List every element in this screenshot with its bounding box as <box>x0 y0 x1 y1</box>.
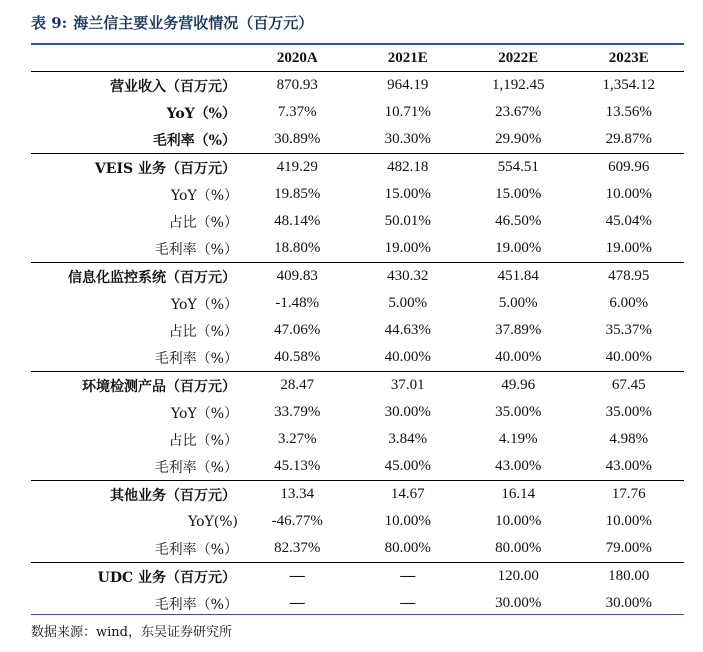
row-label: 毛利率（%） <box>154 541 238 558</box>
value-cell: 17.76 <box>574 481 685 509</box>
value-cell: -46.77% <box>271 513 323 529</box>
value-cell: 50.01% <box>384 213 431 229</box>
value-cell: 13.34 <box>242 481 353 509</box>
table-caption: 海兰信主要业务营收情况（百万元） <box>73 14 314 32</box>
value-cell: 870.93 <box>242 72 353 100</box>
header-cell: 2022E <box>463 45 574 72</box>
value-cell: 1,192.45 <box>463 72 574 100</box>
table-row <box>31 72 684 100</box>
value-cell: 29.87% <box>605 131 652 147</box>
value-cell: 33.79% <box>274 404 321 420</box>
value-cell: 19.00% <box>384 240 431 256</box>
table-row <box>31 563 684 591</box>
table-row <box>31 290 684 317</box>
value-cell: 19.00% <box>605 240 652 256</box>
row-label: 信息化监控系统（百万元） <box>31 263 242 291</box>
row-label: 环境检测产品（百万元） <box>31 372 242 400</box>
row-label: YoY（%） <box>171 405 238 422</box>
value-cell: 48.14% <box>274 213 321 229</box>
header-cell: 2021E <box>353 45 464 72</box>
value-cell: 1,354.12 <box>574 72 685 100</box>
value-cell: -1.48% <box>275 295 320 311</box>
value-cell: 120.00 <box>463 563 574 591</box>
value-cell: 15.00% <box>384 186 431 202</box>
header-cell: 2020A <box>242 45 353 72</box>
table-row <box>31 453 684 481</box>
value-cell: — <box>289 595 305 611</box>
table-row <box>31 208 684 235</box>
row-label: 其他业务（百万元） <box>31 481 242 509</box>
row-label: 占比（%） <box>168 214 238 231</box>
value-cell: 40.00% <box>495 349 542 365</box>
table-row <box>31 399 684 426</box>
table-row <box>31 317 684 344</box>
value-cell: 409.83 <box>242 263 353 291</box>
row-label: YoY（%） <box>166 105 236 122</box>
value-cell: 6.00% <box>609 295 649 311</box>
table-row <box>31 126 684 154</box>
table-title <box>31 12 313 33</box>
value-cell: 49.96 <box>463 372 574 400</box>
table-row <box>31 263 684 291</box>
row-label: 毛利率（%） <box>154 596 238 613</box>
table-row <box>31 99 684 126</box>
value-cell: 35.00% <box>605 404 652 420</box>
table-row <box>31 372 684 400</box>
value-cell: 13.56% <box>605 104 652 120</box>
value-cell: 30.89% <box>274 131 321 147</box>
value-cell: 46.50% <box>495 213 542 229</box>
value-cell: 3.27% <box>277 431 317 447</box>
value-cell: 19.00% <box>495 240 542 256</box>
header-cell <box>31 45 242 72</box>
value-cell: 29.90% <box>495 131 542 147</box>
revenue-table <box>31 45 684 617</box>
value-cell: 964.19 <box>353 72 464 100</box>
value-cell: 35.37% <box>605 322 652 338</box>
bottom-rule <box>31 614 684 615</box>
row-label: VEIS 业务（百万元） <box>31 154 242 182</box>
value-cell: 30.30% <box>384 131 431 147</box>
value-cell: 16.14 <box>463 481 574 509</box>
value-cell: 10.00% <box>384 513 431 529</box>
value-cell: 40.00% <box>605 349 652 365</box>
value-cell: 10.71% <box>384 104 431 120</box>
value-cell: 15.00% <box>495 186 542 202</box>
row-label: 营业收入（百万元） <box>31 72 242 100</box>
value-cell: 28.47 <box>242 372 353 400</box>
value-cell: 35.00% <box>495 404 542 420</box>
row-label: 占比（%） <box>168 323 238 340</box>
value-cell: 4.98% <box>609 431 649 447</box>
value-cell: 43.00% <box>495 458 542 474</box>
value-cell: 67.45 <box>574 372 685 400</box>
value-cell: 80.00% <box>384 540 431 556</box>
table-row <box>31 154 684 182</box>
value-cell: 10.00% <box>605 513 652 529</box>
value-cell: 5.00% <box>388 295 428 311</box>
value-cell: — <box>353 563 464 591</box>
value-cell: 180.00 <box>574 563 685 591</box>
row-label: YoY（%） <box>171 187 238 204</box>
source-note: 数据来源：wind，东吴证券研究所 <box>31 625 232 640</box>
value-cell: 47.06% <box>274 322 321 338</box>
row-label: 毛利率（%） <box>154 350 238 367</box>
value-cell: 18.80% <box>274 240 321 256</box>
table-row <box>31 181 684 208</box>
value-cell: 45.13% <box>274 458 321 474</box>
value-cell: 451.84 <box>463 263 574 291</box>
row-label: UDC 业务（百万元） <box>31 563 242 591</box>
value-cell: 14.67 <box>353 481 464 509</box>
value-cell: 82.37% <box>274 540 321 556</box>
table-row <box>31 235 684 263</box>
value-cell: 40.00% <box>384 349 431 365</box>
value-cell: — <box>400 595 416 611</box>
table-row <box>31 590 684 617</box>
value-cell: 7.37% <box>277 104 317 120</box>
header-row <box>31 45 684 72</box>
row-label: 占比（%） <box>168 432 238 449</box>
table-number: 表 9: <box>31 14 68 32</box>
value-cell: 19.85% <box>274 186 321 202</box>
value-cell: 430.32 <box>353 263 464 291</box>
value-cell: 30.00% <box>384 404 431 420</box>
value-cell: 45.00% <box>384 458 431 474</box>
value-cell: 30.00% <box>605 595 652 611</box>
row-label: YoY（%） <box>171 296 238 313</box>
table-row <box>31 426 684 453</box>
value-cell: 43.00% <box>605 458 652 474</box>
row-label: 毛利率（%） <box>154 241 238 258</box>
table-row <box>31 344 684 372</box>
value-cell: 79.00% <box>605 540 652 556</box>
header-cell: 2023E <box>574 45 685 72</box>
value-cell: 554.51 <box>463 154 574 182</box>
value-cell: 482.18 <box>353 154 464 182</box>
row-label: YoY(%) <box>188 513 238 530</box>
value-cell: 4.19% <box>498 431 538 447</box>
value-cell: 609.96 <box>574 154 685 182</box>
value-cell: 44.63% <box>384 322 431 338</box>
table-row <box>31 481 684 509</box>
value-cell: 419.29 <box>242 154 353 182</box>
value-cell: 10.00% <box>495 513 542 529</box>
value-cell: 80.00% <box>495 540 542 556</box>
table-row <box>31 535 684 563</box>
value-cell: 30.00% <box>495 595 542 611</box>
value-cell: 23.67% <box>495 104 542 120</box>
value-cell: 478.95 <box>574 263 685 291</box>
row-label: 毛利率（%） <box>152 132 236 149</box>
value-cell: — <box>242 563 353 591</box>
value-cell: 10.00% <box>605 186 652 202</box>
value-cell: 3.84% <box>388 431 428 447</box>
value-cell: 37.89% <box>495 322 542 338</box>
table-row <box>31 508 684 535</box>
row-label: 毛利率（%） <box>154 459 238 476</box>
value-cell: 5.00% <box>498 295 538 311</box>
value-cell: 37.01 <box>353 372 464 400</box>
value-cell: 40.58% <box>274 349 321 365</box>
value-cell: 45.04% <box>605 213 652 229</box>
